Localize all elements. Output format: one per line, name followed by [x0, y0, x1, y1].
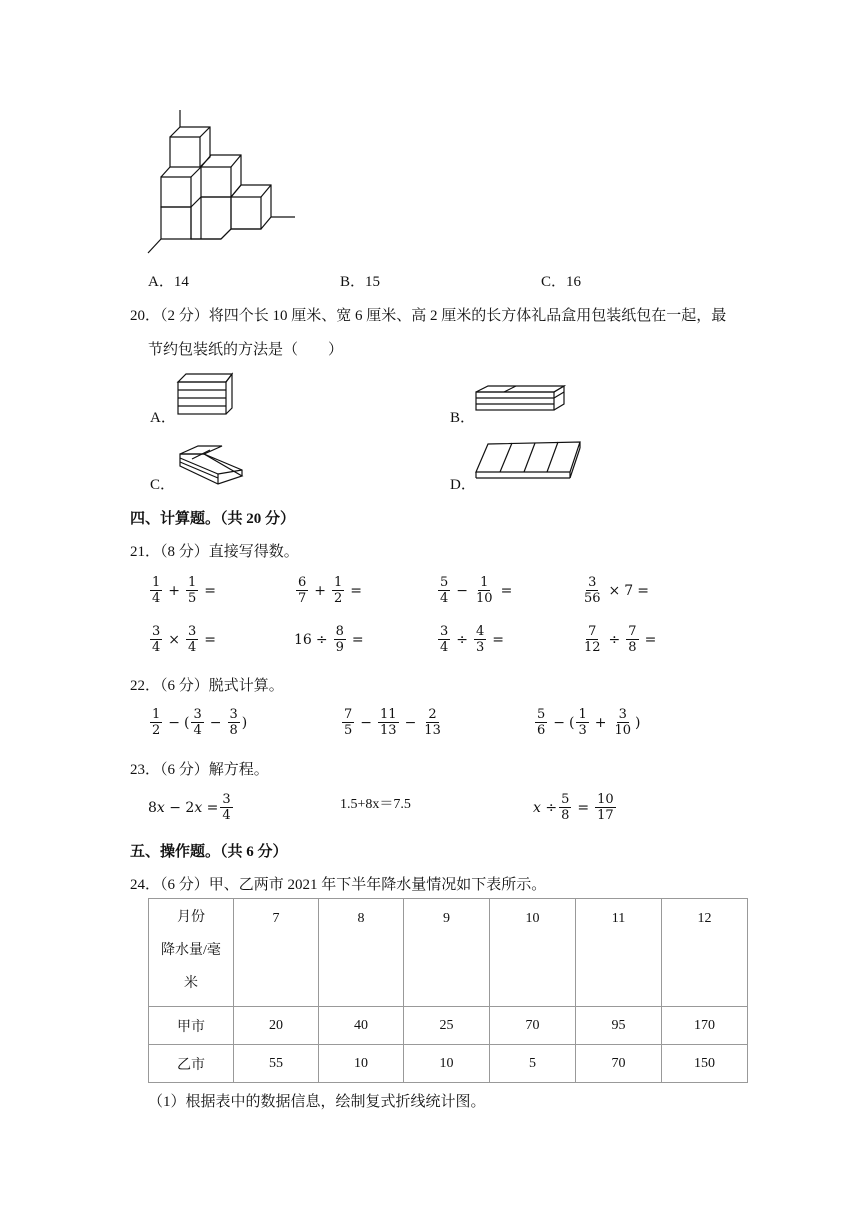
q22-expr-1: $\frac{1}{2}$ − ( $\frac{3}{4}$ − $\frac{3}{8}$ )	[152, 707, 248, 738]
rainfall-table	[148, 898, 748, 1083]
q22-title: 22．（6 分）脱式计算。	[130, 678, 284, 694]
month-cell: 9	[404, 899, 490, 1007]
value-cell: 20	[234, 1007, 319, 1045]
q20-question-line2: 节约包装纸的方法是（ ）	[148, 342, 344, 358]
section-5-heading: 五、操作题。（共 6 分）	[130, 844, 288, 860]
value-cell: 25	[404, 1007, 490, 1045]
q20-option-c-label[interactable]: C．	[150, 477, 176, 493]
q24-subquestion-1: （1）根据表中的数据信息，绘制复式折线统计图。	[148, 1094, 486, 1110]
q21-item-1: $\frac{1}{4}$ + $\frac{1}{5}$ =	[152, 575, 217, 606]
q21-item-6: 16 ÷ $\frac{8}{9}$ =	[294, 624, 364, 655]
q20-option-b-figure	[474, 384, 566, 414]
cube-stack-figure	[145, 105, 305, 255]
month-cell: 11	[576, 899, 662, 1007]
value-cell: 5	[490, 1045, 576, 1083]
q24-title: 24．（6 分）甲、乙两市 2021 年下半年降水量情况如下表所示。	[130, 877, 547, 893]
city-cell: 甲市	[149, 1007, 234, 1045]
q19-option-a[interactable]: A．14	[148, 274, 189, 290]
q20-question-line1: 20．（2 分）将四个长 10 厘米、宽 6 厘米、高 2 厘米的长方体礼品盒用包装纸包在一起，最	[130, 308, 727, 324]
q21-item-5: $\frac{3}{4}$ × $\frac{3}{4}$ =	[152, 624, 217, 655]
city-cell: 乙市	[149, 1045, 234, 1083]
q21-item-3: $\frac{5}{4}$ − $\frac{1}{10}$ =	[440, 575, 513, 606]
value-cell: 40	[319, 1007, 404, 1045]
q21-title: 21．（8 分）直接写得数。	[130, 544, 299, 560]
q20-option-d-label[interactable]: D．	[450, 477, 476, 493]
value-cell: 150	[662, 1045, 748, 1083]
value-cell: 170	[662, 1007, 748, 1045]
q21-item-2: $\frac{6}{7}$ + $\frac{1}{2}$ =	[298, 575, 363, 606]
q21-item-8: $\frac{7}{12}$ ÷ $\frac{7}{8}$ =	[584, 624, 657, 655]
q20-option-d-figure	[474, 440, 582, 484]
q23-title: 23．（6 分）解方程。	[130, 762, 269, 778]
section-4-heading: 四、计算题。（共 20 分）	[130, 511, 296, 527]
q20-option-b-label[interactable]: B．	[450, 410, 476, 426]
header-label-cell: 月份 降水量/毫 米	[149, 899, 234, 1007]
month-cell: 10	[490, 899, 576, 1007]
q21-item-4: $\frac{3}{56}$ × 7 =	[584, 575, 649, 606]
q23-equation-1: 8𝑥 − 2𝑥 = $\frac{3}{4}$	[148, 792, 231, 823]
table-header-row	[149, 899, 748, 1007]
value-cell: 10	[404, 1045, 490, 1083]
month-cell: 12	[662, 899, 748, 1007]
q20-option-a-label[interactable]: A．	[150, 410, 176, 426]
value-cell: 10	[319, 1045, 404, 1083]
value-cell: 95	[576, 1007, 662, 1045]
month-cell: 8	[319, 899, 404, 1007]
q23-equation-3: 𝑥 ÷ $\frac{5}{8}$ = $\frac{10}{17}$	[533, 792, 614, 823]
value-cell: 70	[576, 1045, 662, 1083]
q22-expr-2: $\frac{7}{5}$ − $\frac{11}{13}$ − $\frac{2}{13}$	[344, 707, 441, 738]
value-cell: 70	[490, 1007, 576, 1045]
table-row	[149, 1007, 748, 1045]
q22-expr-3: $\frac{5}{6}$ − ( $\frac{1}{3}$ + $\frac{3}{10}$ )	[537, 707, 641, 738]
q20-option-a-figure	[176, 372, 234, 418]
month-cell: 7	[234, 899, 319, 1007]
q19-option-b[interactable]: B．15	[340, 274, 381, 290]
value-cell: 55	[234, 1045, 319, 1083]
q19-option-c[interactable]: C．16	[541, 274, 582, 290]
q20-option-c-figure	[178, 444, 244, 486]
table-row	[149, 1045, 748, 1083]
q23-equation-2: 1.5+8x＝7.5	[340, 797, 411, 812]
q21-item-7: $\frac{3}{4}$ ÷ $\frac{4}{3}$ =	[440, 624, 505, 655]
